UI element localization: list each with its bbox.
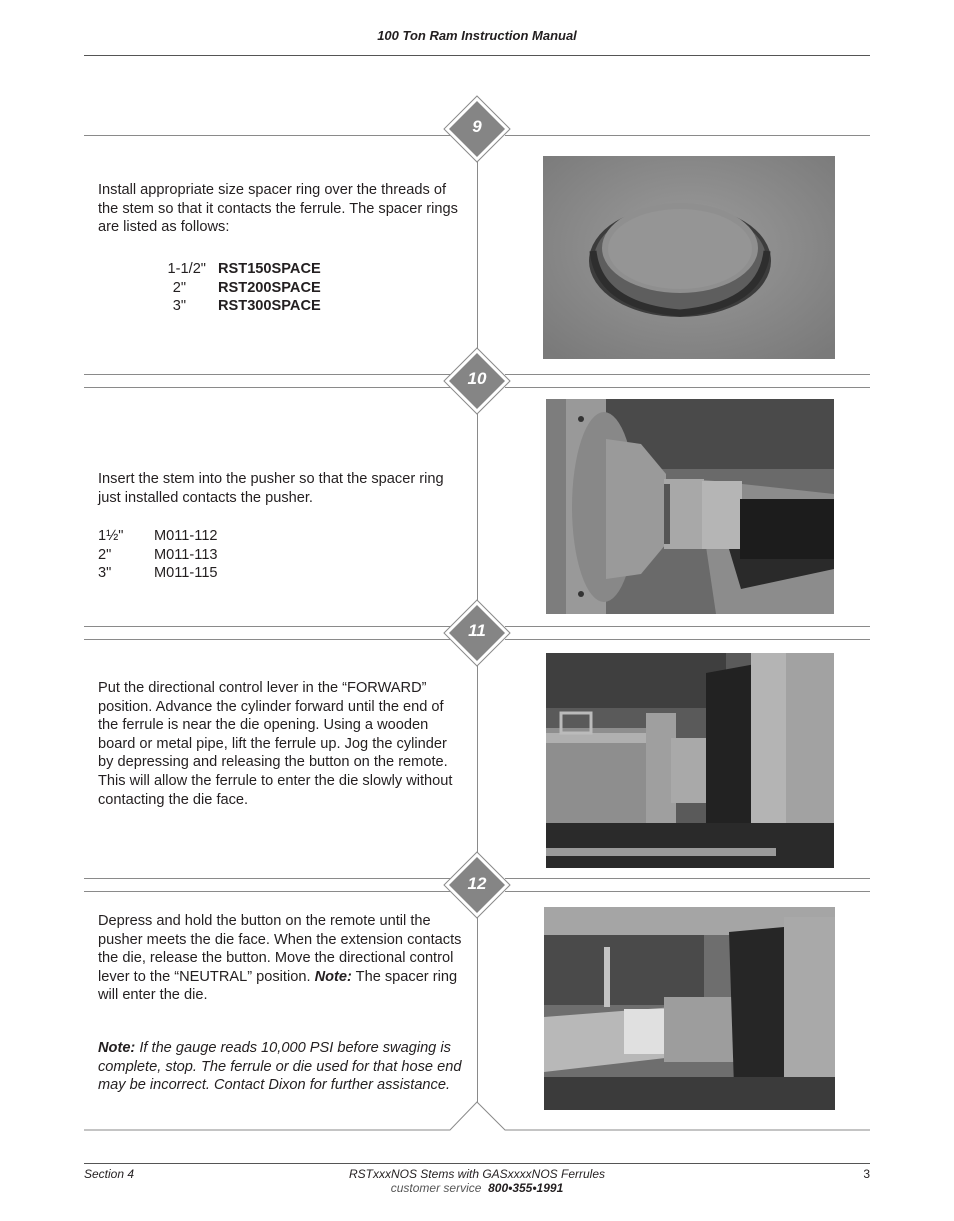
step-9-spacer-table (138, 260, 321, 316)
pusher-size: 2" (98, 546, 112, 563)
step-12-photo-pusher-meets-die (544, 907, 835, 1110)
step-12-text: Depress and hold the button on the remote until the pusher meets the die face. When the extension contacts the die, release the button. Move the directional control lever to the “NEUTRAL” position. (98, 913, 462, 985)
step-12-divider-left (84, 891, 450, 892)
step-11-number: 11 (468, 621, 486, 640)
step-12-note-label: Note: (314, 968, 352, 985)
step-10-number: 10 (467, 369, 487, 388)
step-12-number: 12 (467, 874, 487, 893)
step-12-center-line (477, 908, 478, 1102)
step-11-divider-top-right (505, 626, 870, 627)
footer-page-number: 3 (863, 1167, 870, 1181)
step-10-divider-top-right (505, 374, 870, 375)
step-10-instructions: Insert the stem into the pusher so that the spacer ring just installed contacts the pusher. (98, 471, 444, 506)
footer-customer-service (0, 1181, 954, 1195)
table-row (138, 297, 321, 316)
step-12-divider-top-right (505, 878, 870, 879)
step-10-center-line (477, 404, 478, 607)
step-10-photo-stem-in-pusher (546, 399, 834, 614)
table-row (138, 260, 321, 279)
footer-section: Section 4 (84, 1167, 135, 1181)
step-11-divider-right (505, 639, 870, 640)
step-12-instructions (98, 912, 466, 1005)
footer-phone: 800•355•1991 (488, 1181, 564, 1195)
pusher-size: 3" (98, 565, 112, 582)
table-row (138, 279, 321, 298)
step-9-divider-right (505, 135, 870, 136)
step-11-divider-left (84, 639, 450, 640)
pusher-size: 1½" (98, 528, 124, 544)
spacer-size: 1-1/2" (167, 261, 206, 277)
spacer-size: 2" (172, 279, 186, 296)
table-row (98, 527, 218, 546)
table-row (98, 546, 218, 565)
pusher-part-number: M011-112 (154, 528, 218, 544)
header-title: 100 Ton Ram Instruction Manual (377, 28, 577, 43)
step-9-center-line (477, 150, 478, 355)
footer-service-label: customer service (390, 1181, 482, 1195)
step-12-gauge-note (98, 1039, 466, 1095)
step-11-instructions: Put the directional control lever in the “FORWARD” position. Advance the cylinder forward until the end of the ferrule is near the die opening. Using a wooden board or metal pipe, lift the ferrule up. Jog the cylinder by depressing and releasing the button on the remote. This will allow the ferrule to enter the die slowly without contacting the die face. (98, 680, 453, 808)
footer-center-title: RSTxxxNOS Stems with GASxxxxNOS Ferrules (348, 1167, 606, 1181)
step-9-photo-spacer-ring (543, 156, 835, 359)
step-10-divider-top-left (84, 374, 450, 375)
pusher-part-number: M011-113 (154, 546, 218, 563)
step-11-center-line (477, 656, 478, 860)
spacer-part-number: RST200SPACE (218, 279, 321, 296)
step-10-divider-right (505, 387, 870, 388)
spacer-size: 3" (172, 298, 186, 315)
step-9-divider-left (84, 135, 450, 136)
step-10-divider-left (84, 387, 450, 388)
spacer-part-number: RST150SPACE (218, 261, 321, 277)
pusher-part-number: M011-115 (154, 565, 218, 582)
step-11-divider-top-left (84, 626, 450, 627)
footer-rule (84, 1163, 870, 1164)
step-12-divider-top-left (84, 878, 450, 879)
step-9-instructions: Install appropriate size spacer ring over the threads of the stem so that it contacts the ferrule. The spacer rings are listed as follows: (98, 182, 458, 236)
step-12-gauge-note-label: Note: (98, 1040, 136, 1056)
step-10-pusher-table (98, 527, 218, 583)
step-12-note-text: The spacer ring will enter the die. (98, 968, 458, 1004)
table-row (98, 564, 218, 583)
header-rule (84, 55, 870, 56)
step-11-photo-forward-position (546, 653, 834, 868)
step-12-divider-right (505, 891, 870, 892)
step-9-number: 9 (472, 117, 482, 136)
spacer-part-number: RST300SPACE (218, 298, 321, 315)
step-12-gauge-note-text: If the gauge reads 10,000 PSI before swaging is complete, stop. The ferrule or die used for that hose end may be incorrect. Contact Dixon for further assistance. (98, 1040, 462, 1094)
